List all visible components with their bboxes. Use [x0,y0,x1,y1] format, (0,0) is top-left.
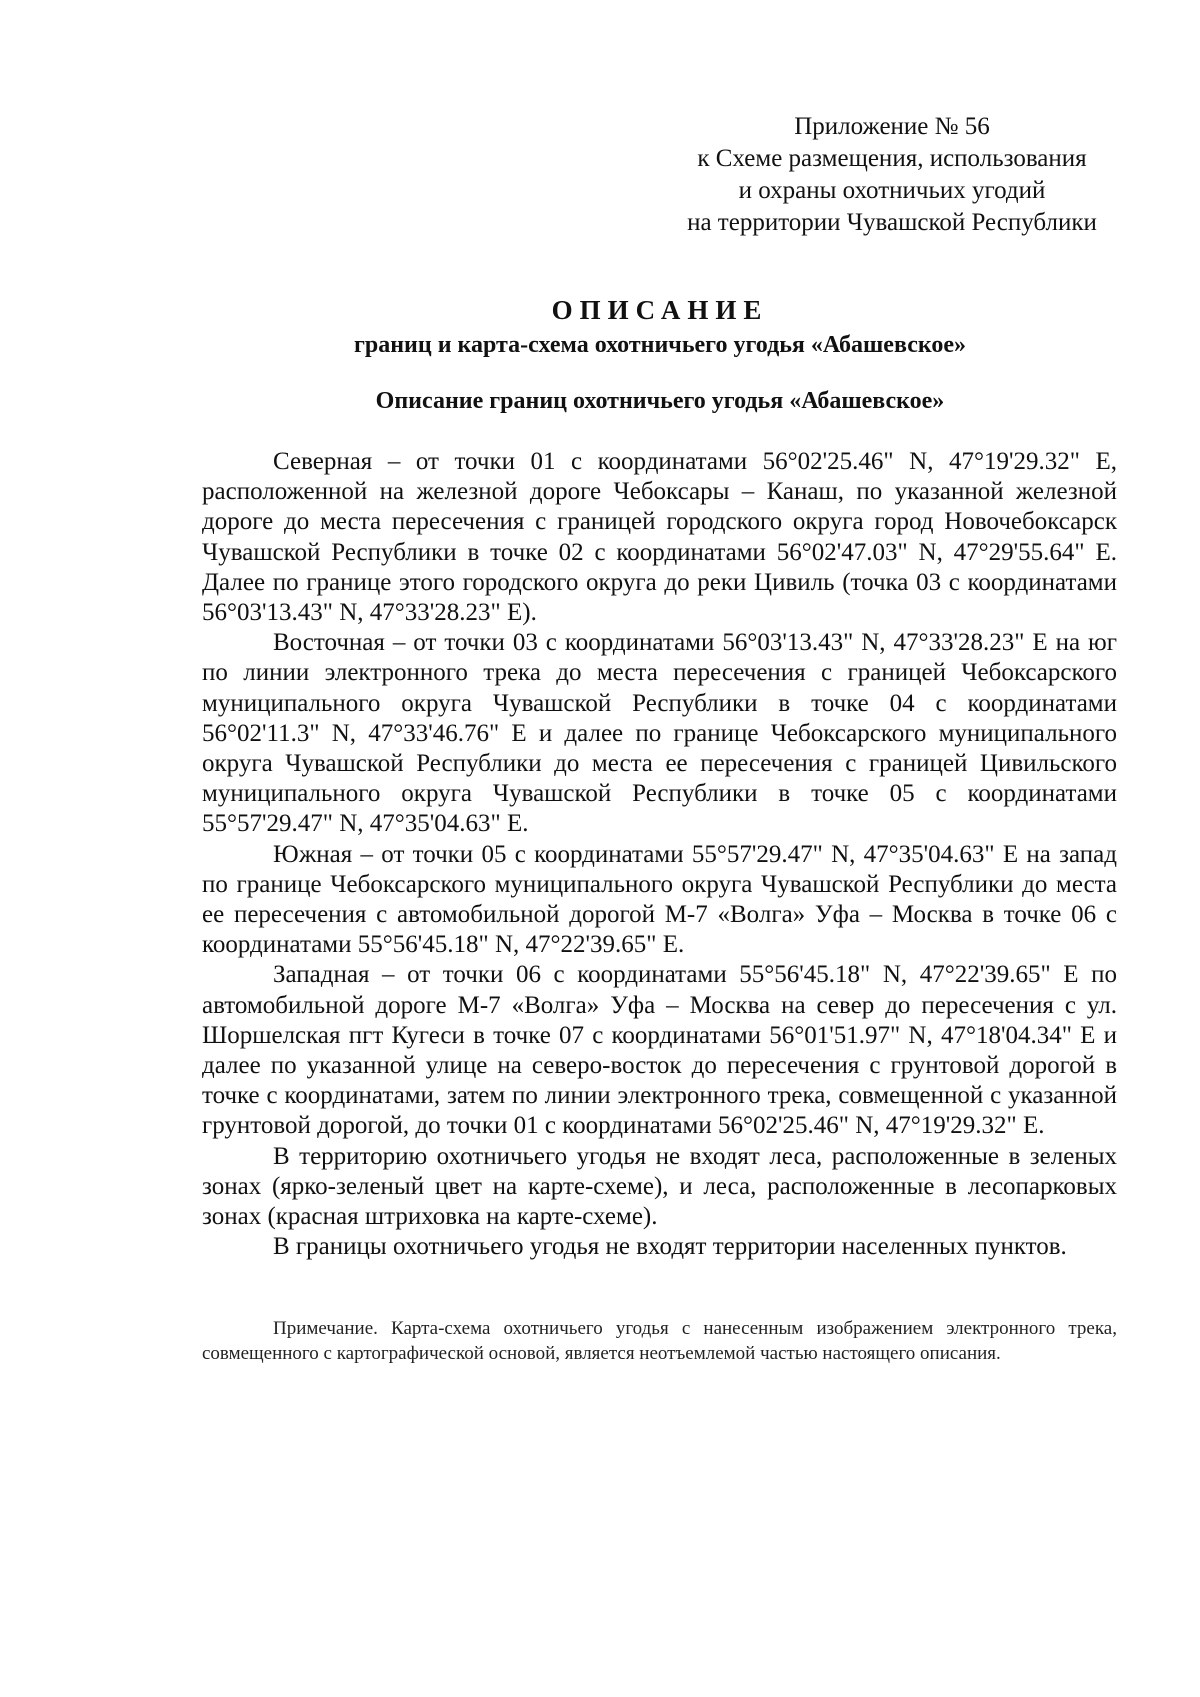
paragraph-settlement-exclusion: В границы охотничьего угодья не входят территории населенных пунктов. [273,1233,1067,1261]
paragraph-north: Северная – от точки 01 с координатами 56°02'25.46" N, 47°19'29.32" E, расположенной на железной дороге Чебоксары – Канаш, по указанной железной дороге до места пересечения с границей городского округа город Новочебоксарск Чувашской Республики в точке 02 с координатами 56°02'47.03" N, 47°29'55.64" E. Далее по границе этого городского округа до реки Цивиль (точка 03 с координатами 56°03'13.43" N, 47°33'28.23" E). [202,448,1117,627]
appendix-line-grounds: и охраны охотничьих угодий [738,177,1046,204]
appendix-header [668,111,1116,239]
appendix-number: Приложение № 56 [794,113,990,140]
paragraph-east: Восточная – от точки 03 с координатами 56°03'13.43" N, 47°33'28.23" E на юг по линии электронного трека до места пересечения с границей Чебоксарского муниципального округа Чувашской Республики в точке 04 с координатами 56°02'11.3" N, 47°33'46.76" E и далее по границе Чебоксарского муниципального округа Чувашской Республики до места ее пересечения с границей Цивильского муниципального округа Чувашской Республики в точке 05 с координатами 55°57'29.47" N, 47°35'04.63" E. [202,629,1117,838]
document-title: ОПИСАНИЕ [551,295,769,325]
appendix-line-territory: на территории Чувашской Республики [687,209,1097,236]
footnote: Примечание. Карта-схема охотничьего угодья с нанесенным изображением электронного трека, совмещенного с картографической основой, является неотъемлемой частью настоящего описания. [202,1318,1117,1364]
paragraph-west: Западная – от точки 06 с координатами 55°56'45.18" N, 47°22'39.65" E по автомобильной дороге М-7 «Волга» Уфа – Москва на север до пересечения с ул. Шоршелская пгт Кугеси в точке 07 с координатами 56°01'51.97" N, 47°18'04.34" E и далее по указанной улице на северо-восток до пересечения с грунтовой дорогой в точке с координатами, затем по линии электронного трека, совмещенной с указанной грунтовой дорогой, до точки 01 с координатами 56°02'25.46" N, 47°19'29.32" E. [202,961,1117,1140]
paragraph-forest-exclusion: В территорию охотничьего угодья не входят леса, расположенные в зеленых зонах (ярко-зеленый цвет на карте-схеме), и леса, расположенные в лесопарковых зонах (красная штриховка на карте-схеме). [202,1142,1117,1231]
section-title: Описание границ охотничьего угодья «Абашевское» [375,388,945,414]
appendix-line-scheme: к Схеме размещения, использования [697,145,1087,172]
paragraph-south: Южная – от точки 05 с координатами 55°57'29.47" N, 47°35'04.63" E на запад по границе Чебоксарского муниципального округа Чувашской Республики до места ее пересечения с автомобильной дорогой М-7 «Волга» Уфа – Москва в точке 06 с координатами 55°56'45.18" N, 47°22'39.65" E. [202,840,1117,959]
document-subtitle: границ и карта-схема охотничьего угодья «Абашевское» [353,332,967,358]
boundary-description [202,447,1117,1262]
